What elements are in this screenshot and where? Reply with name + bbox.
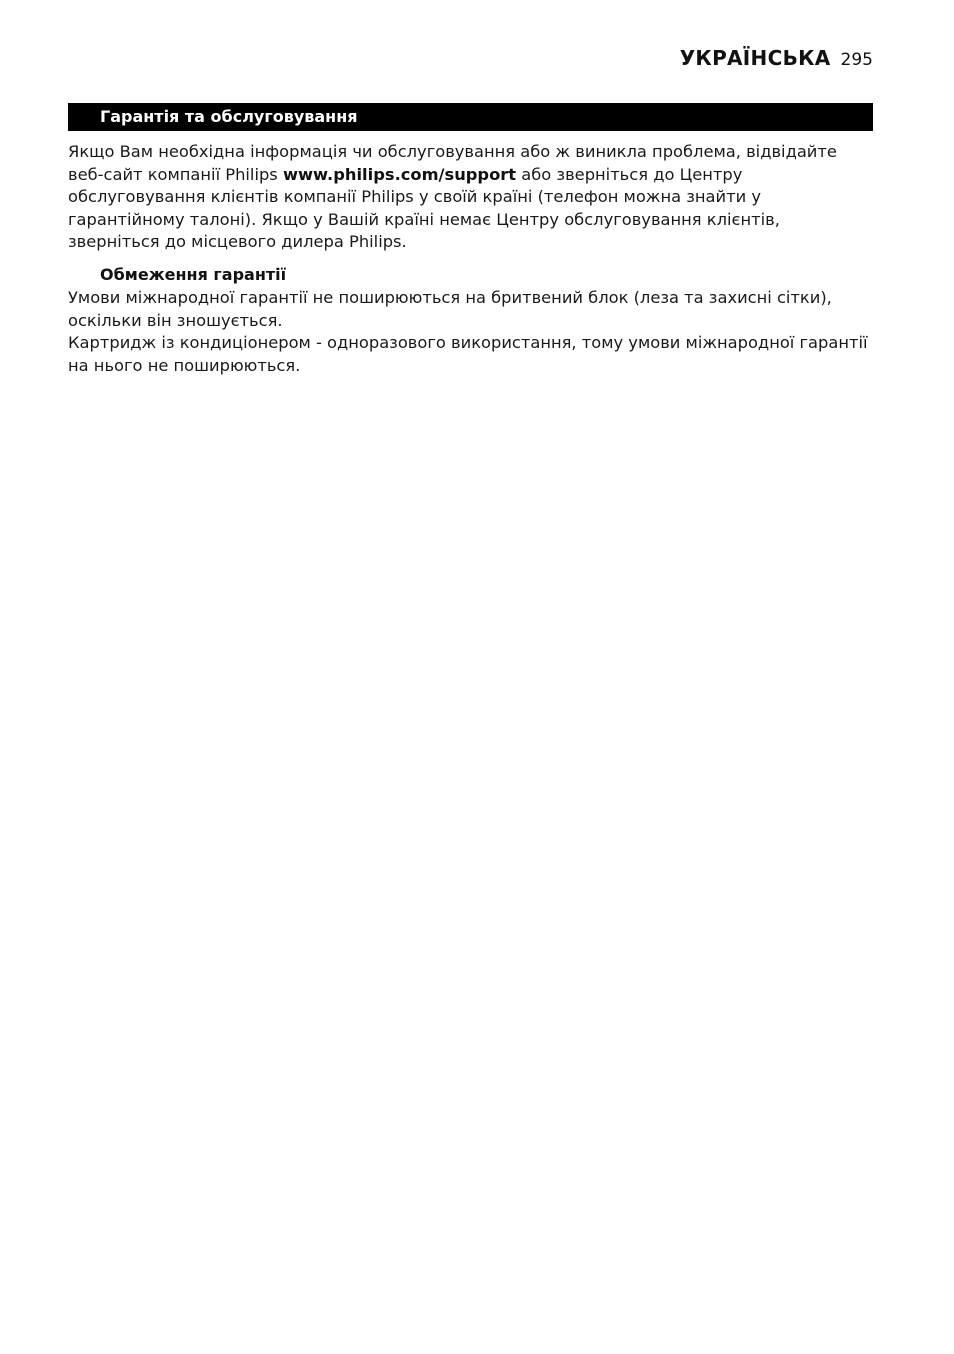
- warranty-paragraph: Умови міжнародної гарантії не поширюються на бритвений блок (леза та захисні сітки), оскільки він зношується.: [68, 287, 832, 330]
- section-title: Гарантія та обслуговування: [100, 107, 358, 126]
- intro-text-after-link: або зверніться до Центру обслуговування клієнтів компанії Philips у своїй країні (телефон можна знайти у гарантійному талоні). Якщо у Вашій країні немає Центру обслуговування клієнтів, зверніться до місцевого дилера Philips.: [68, 164, 780, 252]
- warranty-paragraph: Картридж із кондиціонером - одноразового використання, тому умови міжнародної гарантії на нього не поширюються.: [68, 333, 868, 375]
- subsection-title: Обмеження гарантії: [100, 264, 287, 284]
- page-number: 295: [840, 50, 873, 70]
- section-content: [68, 141, 873, 377]
- intro-text-before-link: Якщо Вам необхідна інформація чи обслуговування або ж виникла проблема, відвідайте веб-сайт компанії Philips: [68, 142, 837, 184]
- page-header: [680, 46, 873, 70]
- section-header-bar: [68, 103, 873, 131]
- intro-paragraph: [68, 141, 873, 254]
- support-link[interactable]: www.philips.com/support: [282, 164, 517, 184]
- page-language-title: УКРАЇНСЬКА: [679, 46, 831, 70]
